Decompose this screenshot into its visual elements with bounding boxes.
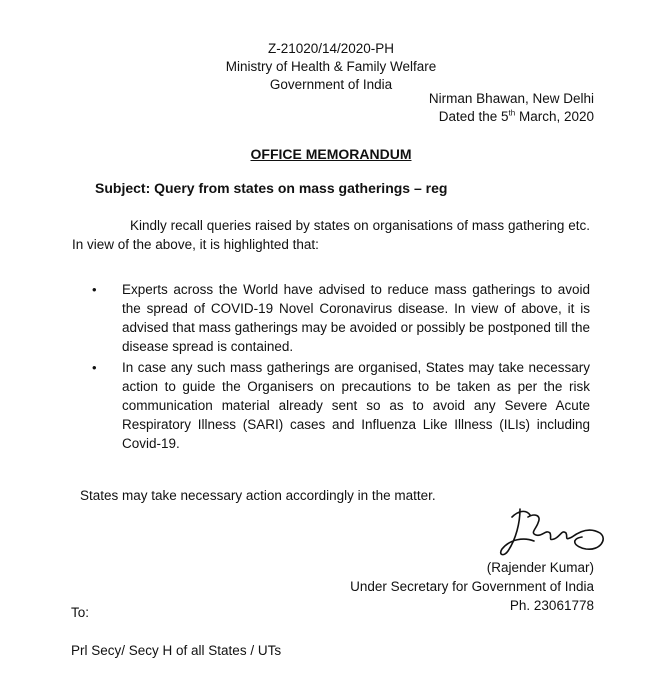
- signatory-designation: Under Secretary for Government of India: [350, 579, 594, 594]
- to-label: To:: [71, 605, 90, 620]
- closing-line: States may take necessary action accordingly in the matter.: [80, 488, 436, 503]
- bullet-icon: •: [92, 360, 97, 375]
- date-suffix: th: [508, 108, 516, 118]
- date-rest: March, 2020: [515, 109, 594, 124]
- recipients: Prl Secy/ Secy H of all States / UTs: [71, 643, 282, 658]
- list-item: [92, 280, 590, 356]
- signatory-block: [350, 558, 594, 615]
- intro-paragraph: Kindly recall queries raised by states on organisations of mass gathering etc. In view of the above, it is highlighted that:: [72, 218, 590, 252]
- memo-title: OFFICE MEMORANDUM: [250, 146, 412, 162]
- points-list: [92, 280, 590, 455]
- point-text: Experts across the World have advised to reduce mass gatherings to avoid the spread of COVID-19 Novel Coronavirus disease. In view of above, it is advised that mass gatherings may be avoided or possibly be postponed till the disease spread is contained.: [122, 282, 590, 354]
- letterhead: [0, 40, 662, 94]
- bullet-icon: •: [92, 282, 97, 297]
- subject-line: Subject: Query from states on mass gatherings – reg: [95, 180, 448, 196]
- point-text: In case any such mass gatherings are organised, States may take necessary action to guide the Organisers on precautions to be taken as per the risk communication material already sent so as to avoid any Severe Acute Respiratory Illness (SARI) cases and Influenza Like Illness (ILIs) including Covid-19.: [122, 360, 590, 451]
- date-prefix: Dated the 5: [438, 109, 509, 124]
- file-number: Z-21020/14/2020-PH: [267, 41, 395, 56]
- location: Nirman Bhawan, New Delhi: [428, 91, 594, 106]
- place-and-date: [429, 90, 594, 126]
- date-line: [429, 108, 594, 126]
- signature-icon: [490, 503, 610, 561]
- government-name: Government of India: [269, 77, 393, 92]
- ministry-name: Ministry of Health & Family Welfare: [225, 59, 437, 74]
- list-item: [92, 358, 590, 453]
- signatory-phone: Ph. 23061778: [509, 598, 594, 613]
- signatory-name: (Rajender Kumar): [486, 560, 594, 575]
